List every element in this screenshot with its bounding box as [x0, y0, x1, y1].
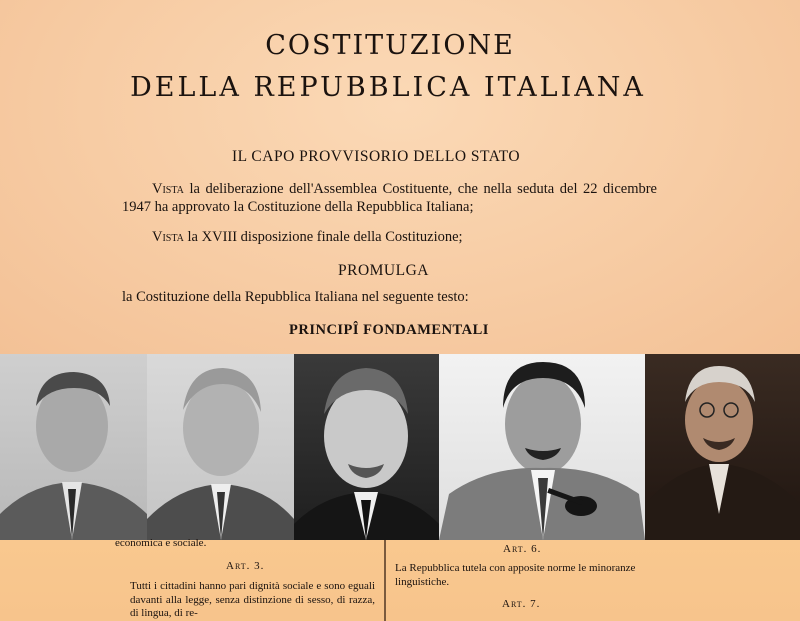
- art6-heading: Art. 6.: [503, 543, 542, 555]
- vista-text-2: la XVIII disposizione finale della Costituzione;: [183, 229, 463, 245]
- vista-text-1: la deliberazione dell'Assemblea Costituente, che nella seduta del 22 dicembre 1947 ha approvato la Costituzione della Repubblica Italiana;: [122, 181, 657, 215]
- principi-heading: PRINCIPÎ FONDAMENTALI: [289, 322, 489, 338]
- promulga-text: la Costituzione della Repubblica Italiana nel seguente testo:: [122, 289, 469, 305]
- column-divider: [384, 540, 386, 621]
- art7-heading: Art. 7.: [502, 598, 541, 610]
- vista-paragraph-1: [122, 180, 657, 216]
- portrait-photo-1: [0, 354, 147, 540]
- portrait-photo-2: [147, 354, 294, 540]
- portrait-photo-4: [439, 354, 645, 540]
- capo-heading: IL CAPO PROVVISORIO DELLO STATO: [232, 148, 521, 165]
- portrait-photo-5: [645, 354, 800, 540]
- vista-word-1: Vista: [152, 181, 184, 197]
- cut-off-text: economica e sociale.: [115, 537, 207, 549]
- portrait-photo-3: [294, 354, 439, 540]
- portrait-strip: [0, 354, 800, 540]
- vista-paragraph-2: [152, 228, 463, 246]
- document-title-line2: DELLA REPUBBLICA ITALIANA: [130, 72, 646, 103]
- promulga-heading: PROMULGA: [338, 262, 429, 279]
- art3-text: Tutti i cittadini hanno pari dignità sociale e sono eguali davanti alla legge, senza distinzione di sesso, di razza, di lingua, di re-: [130, 580, 375, 619]
- art3-heading: Art. 3.: [226, 560, 265, 572]
- art6-text: La Repubblica tutela con apposite norme le minoranze linguistiche.: [395, 562, 636, 588]
- vista-word-2: Vista: [152, 229, 184, 245]
- document-title-line1: COSTITUZIONE: [265, 30, 515, 61]
